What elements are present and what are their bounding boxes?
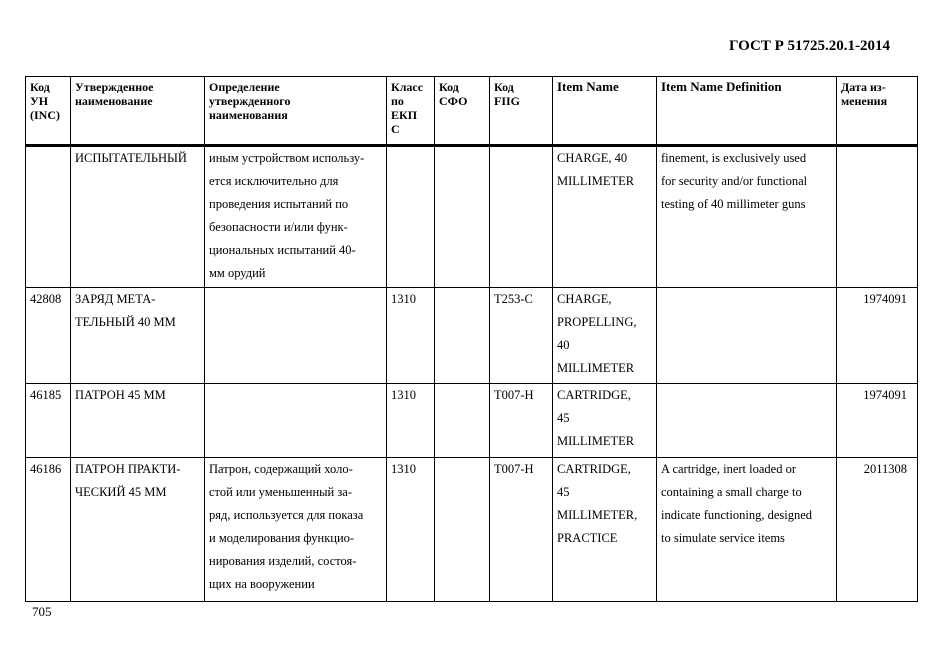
cell-line: PROPELLING,: [557, 315, 637, 329]
cell-item-definition: [657, 458, 837, 602]
cell-line: нирования изделий, состоя-: [209, 554, 357, 568]
cell-line: to simulate service items: [661, 531, 785, 545]
table-row: [26, 288, 918, 384]
cell-line: ПАТРОН ПРАКТИ-: [75, 462, 181, 476]
cell-inc: 46186: [26, 458, 71, 602]
cell-line: MILLIMETER: [557, 174, 635, 188]
header-col-sfo: [435, 77, 490, 146]
header-line: Дата из-: [841, 80, 886, 94]
cell-date: [837, 146, 918, 288]
header-line: менения: [841, 94, 888, 108]
cell-line: CHARGE,: [557, 292, 612, 306]
cell-sfo: [435, 384, 490, 458]
cell-line: CARTRIDGE,: [557, 388, 631, 402]
cell-item-definition: [657, 384, 837, 458]
header-line: наименование: [75, 94, 153, 108]
cell-fiig: [490, 146, 553, 288]
cell-line: ряд, используется для показа: [209, 508, 364, 522]
cell-line: PRACTICE: [557, 531, 618, 545]
cell-definition: [205, 288, 387, 384]
cell-line: Патрон, содержащий холо-: [209, 462, 353, 476]
header-col-class: [387, 77, 435, 146]
cell-line: стой или уменьшенный за-: [209, 485, 352, 499]
header-line: СФО: [439, 94, 468, 108]
cell-definition: [205, 458, 387, 602]
header-line: Item Name: [557, 79, 619, 94]
cell-line: проведения испытаний по: [209, 197, 349, 211]
cell-line: и моделирования функцио-: [209, 531, 355, 545]
header-col-inc: [26, 77, 71, 146]
cell-line: щих на вооружении: [209, 577, 315, 591]
catalog-table: [25, 76, 918, 602]
cell-class: [387, 146, 435, 288]
header-col-item-name: [553, 77, 657, 146]
header-line: ЕКП: [391, 108, 418, 122]
cell-date: 1974091: [837, 384, 918, 458]
header-line: утвержденного: [209, 94, 291, 108]
header-line: Код: [494, 80, 514, 94]
cell-fiig: T007-H: [490, 384, 553, 458]
cell-line: мм орудий: [209, 266, 266, 280]
cell-item-name: [553, 384, 657, 458]
header-col-name: [71, 77, 205, 146]
header-line: FIIG: [494, 94, 521, 108]
cell-date: 2011308: [837, 458, 918, 602]
cell-line: for security and/or functional: [661, 174, 808, 188]
header-col-date: [837, 77, 918, 146]
cell-item-definition: [657, 146, 837, 288]
cell-inc: [26, 146, 71, 288]
cell-item-definition: [657, 288, 837, 384]
cell-line: ЗАРЯД МЕТА-: [75, 292, 156, 306]
cell-fiig: T253-C: [490, 288, 553, 384]
header-line: Определение: [209, 80, 280, 94]
cell-date: 1974091: [837, 288, 918, 384]
cell-inc: 46185: [26, 384, 71, 458]
header-line: Код: [439, 80, 459, 94]
cell-line: ТЕЛЬНЫЙ 40 ММ: [75, 315, 176, 329]
cell-name: [71, 384, 205, 458]
cell-item-name: [553, 288, 657, 384]
header-line: Класс: [391, 80, 424, 94]
header-line: С: [391, 122, 400, 136]
cell-line: 40: [557, 338, 570, 352]
page-number: 705: [32, 604, 52, 619]
cell-sfo: [435, 458, 490, 602]
cell-line: иным устройством использу-: [209, 151, 365, 165]
cell-line: 45: [557, 411, 570, 425]
cell-name: ИСПЫТАТЕЛЬНЫЙ: [71, 146, 205, 288]
cell-definition: [205, 384, 387, 458]
cell-name: [71, 288, 205, 384]
cell-line: MILLIMETER: [557, 361, 635, 375]
header-col-fiig: [490, 77, 553, 146]
table-row: [26, 384, 918, 458]
cell-line: containing a small charge to: [661, 485, 802, 499]
header-line: Код: [30, 80, 50, 94]
header-line: УН: [30, 94, 49, 108]
table-header-row: [26, 77, 918, 146]
table-row: [26, 146, 918, 288]
cell-line: безопасности и/или функ-: [209, 220, 348, 234]
cell-line: MILLIMETER: [557, 434, 635, 448]
cell-line: MILLIMETER,: [557, 508, 638, 522]
cell-line: циональных испытаний 40-: [209, 243, 356, 257]
table-row: [26, 458, 918, 602]
header-line: Item Name Definition: [661, 79, 782, 94]
cell-class: 1310: [387, 458, 435, 602]
cell-item-name: [553, 458, 657, 602]
cell-item-name: [553, 146, 657, 288]
cell-line: ЧЕСКИЙ 45 ММ: [75, 485, 167, 499]
cell-line: testing of 40 millimeter guns: [661, 197, 806, 211]
cell-line: CARTRIDGE,: [557, 462, 631, 476]
cell-line: ется исключительно для: [209, 174, 339, 188]
cell-line: 45: [557, 485, 570, 499]
cell-line: finement, is exclusively used: [661, 151, 807, 165]
header-line: (INC): [30, 108, 60, 122]
header-col-item-definition: [657, 77, 837, 146]
cell-name: [71, 458, 205, 602]
cell-fiig: T007-H: [490, 458, 553, 602]
cell-inc: 42808: [26, 288, 71, 384]
header-line: Утвержденное: [75, 80, 154, 94]
cell-class: 1310: [387, 384, 435, 458]
cell-line: indicate functioning, designed: [661, 508, 813, 522]
header-line: наименования: [209, 108, 288, 122]
header-col-definition: [205, 77, 387, 146]
cell-sfo: [435, 288, 490, 384]
document-code: ГОСТ Р 51725.20.1-2014: [728, 38, 890, 54]
cell-line: CHARGE, 40: [557, 151, 628, 165]
cell-line: A cartridge, inert loaded or: [661, 462, 797, 476]
cell-line: ПАТРОН 45 ММ: [75, 388, 166, 402]
cell-definition: [205, 146, 387, 288]
cell-class: 1310: [387, 288, 435, 384]
cell-sfo: [435, 146, 490, 288]
header-line: по: [391, 94, 404, 108]
